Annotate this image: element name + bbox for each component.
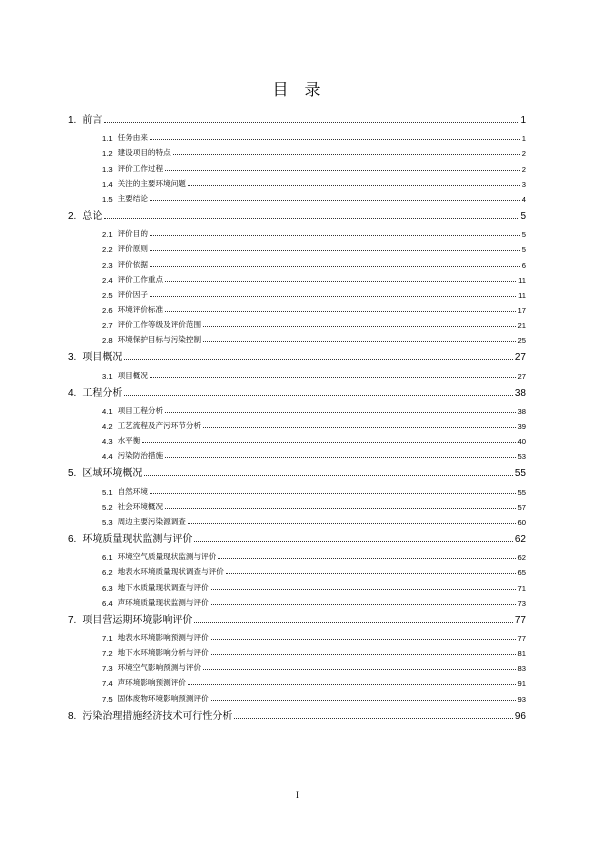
entry-title: 环境质量现状监测与评价	[82, 533, 193, 545]
toc-subsection-entry[interactable]	[68, 365, 526, 380]
entry-page-number: 91	[517, 679, 526, 689]
entry-title: 自然环境	[117, 486, 148, 496]
entry-page-number: 55	[517, 487, 526, 497]
toc-subsection-entry[interactable]	[68, 628, 526, 643]
entry-title: 评价工作等级及评价范围	[117, 320, 202, 330]
dot-leader	[194, 621, 513, 623]
entry-title: 评价依据	[117, 259, 148, 269]
entry-page-number: 38	[514, 387, 526, 399]
entry-page-number: 62	[514, 533, 526, 545]
entry-page-number: 53	[517, 452, 526, 462]
entry-title: 环境空气质量现状监测与评价	[117, 552, 217, 562]
toc-subsection-entry[interactable]	[68, 224, 526, 239]
toc-subsection-entry[interactable]	[68, 643, 526, 658]
entry-number: 2.2	[102, 245, 113, 255]
entry-number: 6.	[68, 533, 77, 545]
entry-title: 评价因子	[117, 289, 148, 299]
toc-subsection-entry[interactable]	[68, 658, 526, 673]
dot-leader	[188, 683, 516, 685]
toc-subsection-entry[interactable]	[68, 270, 526, 285]
dot-leader	[211, 588, 516, 590]
entry-number: 7.4	[102, 679, 113, 689]
toc-subsection-entry[interactable]	[68, 673, 526, 688]
toc-chapter-entry[interactable]	[68, 611, 526, 626]
toc-chapter-entry[interactable]	[68, 207, 526, 222]
entry-number: 4.1	[102, 406, 113, 416]
entry-page-number: 1	[521, 134, 526, 144]
entry-title: 主要结论	[117, 193, 148, 203]
toc-subsection-entry[interactable]	[68, 239, 526, 254]
entry-page-number: 17	[517, 306, 526, 316]
entry-page-number: 1	[520, 115, 526, 126]
entry-title: 固体废物环境影响预测评价	[117, 693, 209, 703]
dot-leader	[150, 199, 520, 201]
entry-page-number: 60	[517, 517, 526, 527]
dot-leader	[150, 265, 520, 267]
dot-leader	[124, 358, 513, 360]
entry-title: 评价工作重点	[117, 274, 164, 284]
toc-title	[0, 77, 595, 100]
entry-page-number: 2	[521, 149, 526, 159]
entry-title: 环境保护目标与污染控制	[117, 335, 202, 345]
entry-page-number: 39	[517, 422, 526, 431]
dot-leader	[150, 376, 516, 378]
toc-subsection-entry[interactable]	[68, 593, 526, 608]
entry-page-number: 96	[514, 710, 526, 722]
entry-number: 2.7	[102, 321, 113, 331]
entry-number: 4.3	[102, 437, 113, 447]
entry-title: 建设项目的特点	[117, 148, 171, 158]
entry-number: 3.	[68, 352, 77, 364]
entry-title: 水平衡	[117, 436, 141, 446]
entry-page-number: 77	[514, 614, 526, 626]
entry-title: 任务由来	[117, 133, 148, 143]
entry-number: 7.1	[102, 633, 113, 643]
toc-section-group	[68, 611, 526, 704]
entry-page-number: 5	[521, 245, 526, 255]
entry-page-number: 93	[517, 694, 526, 704]
page-number-footer: I	[296, 790, 299, 800]
toc-chapter-entry[interactable]	[68, 707, 526, 722]
entry-page-number: 81	[517, 649, 526, 659]
dot-leader	[203, 668, 515, 670]
dot-leader	[173, 153, 520, 155]
toc-subsection-entry[interactable]	[68, 512, 526, 527]
toc-subsection-entry[interactable]	[68, 431, 526, 446]
toc-subsection-entry[interactable]	[68, 174, 526, 189]
dot-leader	[165, 507, 515, 509]
entry-number: 7.2	[102, 649, 113, 659]
entry-number: 6.4	[102, 598, 113, 608]
toc-section-group	[68, 464, 526, 527]
entry-title: 社会环境概况	[117, 501, 164, 511]
toc-subsection-entry[interactable]	[68, 315, 526, 330]
entry-number: 7.	[68, 614, 77, 626]
table-of-contents	[68, 108, 526, 725]
dot-leader	[188, 522, 516, 524]
entry-number: 6.3	[102, 583, 113, 593]
toc-chapter-entry[interactable]	[68, 348, 526, 363]
entry-page-number: 4	[521, 194, 526, 204]
entry-title: 声环境影响预测评价	[117, 678, 186, 688]
dot-leader	[150, 295, 516, 297]
entry-title: 地下水环境影响分析与评价	[117, 648, 209, 658]
dot-leader	[203, 426, 515, 428]
entry-title: 环境评价标准	[117, 305, 164, 315]
entry-title: 工程分析	[82, 387, 123, 399]
toc-subsection-entry[interactable]	[68, 562, 526, 577]
entry-title: 项目概况	[117, 370, 148, 380]
entry-title: 污染治理措施经济技术可行性分析	[82, 710, 233, 722]
entry-number: 2.	[68, 210, 77, 222]
toc-section-group	[68, 707, 526, 722]
entry-number: 2.5	[102, 290, 113, 300]
toc-subsection-entry[interactable]	[68, 497, 526, 512]
entry-number: 2.3	[102, 260, 113, 270]
entry-title: 前言	[82, 115, 103, 126]
dot-leader	[150, 138, 520, 140]
entry-title: 地表水环境影响预测与评价	[117, 632, 209, 642]
dot-leader	[165, 310, 515, 312]
entry-title: 项目概况	[82, 352, 123, 364]
entry-number: 5.3	[102, 517, 113, 527]
entry-title: 地表水环境质量现状调查与评价	[117, 567, 224, 577]
toc-chapter-entry[interactable]	[68, 111, 526, 126]
entry-page-number: 77	[517, 633, 526, 643]
entry-number: 2.4	[102, 275, 113, 285]
toc-subsection-entry[interactable]	[68, 300, 526, 315]
toc-section-group	[68, 207, 526, 346]
entry-page-number: 27	[514, 352, 526, 364]
entry-title: 环境空气影响预测与评价	[117, 663, 202, 673]
toc-subsection-entry[interactable]	[68, 481, 526, 496]
entry-page-number: 27	[517, 371, 526, 381]
toc-subsection-entry[interactable]	[68, 330, 526, 345]
toc-subsection-entry[interactable]	[68, 401, 526, 416]
entry-page-number: 3	[521, 179, 526, 189]
entry-page-number: 65	[517, 568, 526, 578]
entry-page-number: 38	[517, 406, 526, 416]
entry-number: 8.	[68, 710, 77, 722]
dot-leader	[203, 325, 515, 327]
entry-page-number: 11	[518, 275, 526, 285]
dot-leader	[211, 638, 516, 640]
toc-subsection-entry[interactable]	[68, 158, 526, 173]
entry-number: 1.	[68, 115, 77, 126]
entry-number: 2.1	[102, 230, 113, 240]
entry-title: 项目工程分析	[117, 405, 164, 415]
entry-page-number: 62	[517, 553, 526, 563]
toc-title-char-2: 录	[304, 80, 323, 99]
entry-page-number: 55	[514, 468, 526, 480]
entry-page-number: 6	[521, 260, 526, 270]
entry-page-number: 5	[520, 210, 526, 222]
entry-title: 周边主要污染源调查	[117, 516, 186, 526]
entry-number: 5.1	[102, 487, 113, 497]
entry-number: 6.1	[102, 553, 113, 563]
dot-leader	[211, 699, 516, 701]
toc-subsection-entry[interactable]	[68, 577, 526, 592]
dot-leader	[203, 340, 515, 342]
toc-subsection-entry[interactable]	[68, 254, 526, 269]
entry-title: 污染防治措施	[117, 451, 164, 461]
entry-number: 7.3	[102, 664, 113, 674]
entry-title: 评价工作过程	[117, 163, 164, 173]
dot-leader	[142, 441, 515, 443]
entry-page-number: 73	[517, 598, 526, 608]
toc-subsection-entry[interactable]	[68, 285, 526, 300]
toc-title-char-1: 目	[272, 80, 291, 99]
entry-title: 总论	[82, 210, 103, 222]
dot-leader	[104, 217, 518, 219]
entry-page-number: 2	[521, 164, 526, 174]
entry-page-number: 25	[517, 336, 526, 346]
entry-number: 4.2	[102, 422, 113, 431]
toc-chapter-entry[interactable]	[68, 464, 526, 479]
toc-section-group	[68, 530, 526, 608]
dot-leader	[124, 394, 513, 396]
dot-leader	[188, 184, 520, 186]
entry-number: 7.5	[102, 694, 113, 704]
entry-number: 1.4	[102, 179, 113, 189]
dot-leader	[144, 474, 513, 476]
entry-title: 项目营运期环境影响评价	[82, 614, 193, 626]
entry-page-number: 21	[517, 321, 526, 331]
entry-number: 1.1	[102, 134, 113, 144]
entry-page-number: 40	[517, 437, 526, 447]
dot-leader	[165, 280, 516, 282]
dot-leader	[165, 456, 515, 458]
toc-subsection-entry[interactable]	[68, 547, 526, 562]
entry-number: 1.5	[102, 194, 113, 204]
toc-subsection-entry[interactable]	[68, 446, 526, 461]
entry-page-number: 71	[517, 583, 526, 593]
dot-leader	[226, 572, 516, 574]
entry-number: 1.2	[102, 149, 113, 159]
dot-leader	[211, 653, 516, 655]
dot-leader	[218, 557, 515, 559]
entry-title: 评价目的	[117, 229, 148, 239]
entry-title: 声环境质量现状监测与评价	[117, 597, 209, 607]
entry-title: 工艺流程及产污环节分析	[117, 421, 202, 430]
toc-section-group	[68, 384, 526, 462]
dot-leader	[211, 603, 516, 605]
dot-leader	[194, 540, 513, 542]
entry-page-number: 83	[517, 664, 526, 674]
entry-number: 5.	[68, 468, 77, 480]
entry-number: 3.1	[102, 371, 113, 381]
entry-page-number: 11	[518, 290, 526, 300]
entry-number: 2.6	[102, 306, 113, 316]
dot-leader	[150, 234, 520, 236]
entry-title: 评价原则	[117, 244, 148, 254]
toc-section-group	[68, 111, 526, 204]
entry-title: 区域环境概况	[82, 468, 143, 480]
dot-leader	[150, 249, 520, 251]
entry-number: 5.2	[102, 502, 113, 512]
toc-section-group	[68, 348, 526, 380]
toc-subsection-entry[interactable]	[68, 688, 526, 703]
entry-page-number: 5	[521, 230, 526, 240]
toc-subsection-entry[interactable]	[68, 416, 526, 431]
toc-chapter-entry[interactable]	[68, 530, 526, 545]
entry-number: 2.8	[102, 336, 113, 346]
entry-title: 地下水质量现状调查与评价	[117, 582, 209, 592]
toc-subsection-entry[interactable]	[68, 189, 526, 204]
entry-number: 4.4	[102, 452, 113, 462]
dot-leader	[104, 121, 518, 123]
toc-subsection-entry[interactable]	[68, 143, 526, 158]
entry-title: 关注的主要环境问题	[117, 178, 186, 188]
dot-leader	[150, 492, 516, 494]
entry-number: 4.	[68, 387, 77, 399]
toc-subsection-entry[interactable]	[68, 128, 526, 143]
entry-number: 1.3	[102, 164, 113, 174]
dot-leader	[165, 169, 520, 171]
dot-leader	[165, 411, 515, 413]
entry-page-number: 57	[517, 502, 526, 512]
dot-leader	[234, 717, 513, 719]
toc-chapter-entry[interactable]	[68, 384, 526, 399]
entry-number: 6.2	[102, 568, 113, 578]
